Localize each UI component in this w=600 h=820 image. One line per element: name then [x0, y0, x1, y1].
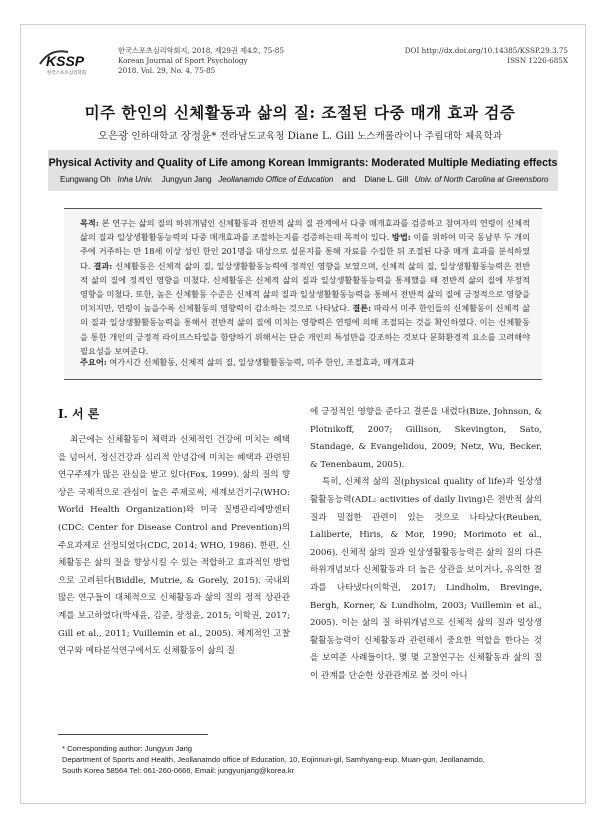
logo-text: KSSP — [46, 53, 85, 69]
body-column-right — [310, 404, 542, 686]
paper-title-en: Physical Activity and Quality of Life among Korean Immigrants: Moderated Multiple Mediating effects — [48, 157, 558, 169]
abstract-text — [80, 216, 530, 358]
results-label: 결과: — [93, 260, 113, 271]
author-3-affil-en: Univ. of North Carolina at Greensboro — [414, 175, 549, 184]
right-paragraph-2: 특히, 신체적 삶의 질(physical quality of life)과 일상생활활동능력(ADL: activities of daily living)은 전반적 삶의 질과 밀접한 관련이 있는 것으로 나타났다(Reuben, Laliberte, Hiris, & Mor, 1990; Morimoto et al., 2006). 신체적 삶의 질과 일상생활활동능력은 삶의 질의 다른 하위개념보다 신체활동과 더 높은 상관을 보이거나, 유의한 결과를 나타냈다(이학권, 2017; Lindholm, Brevinge, Bergh, Korner, & Lundholm, 2003; Vuillemin et al., 2005). 이는 삶의 질 하위개념으로 신체적 삶의 질과 일상생활활동능력이 신체활동과 관련해서 중요한 역할을 한다는 것을 보여준 사례들이다. 몇 몇 고찰연구는 신체활동과 삶의 질이 관계를 단순한 상관관계로 볼 것이 아니 — [310, 477, 542, 681]
author-3-affil-ko: 노스캐롤라이나 주립대학 체육학과 — [357, 131, 503, 142]
footnote-line-1: * Corresponding author: Jungyun Jang — [62, 744, 193, 753]
footnote-divider — [58, 734, 208, 735]
keywords — [80, 357, 415, 368]
journal-header — [38, 46, 568, 78]
method-text: 이를 위하여 미국 동남부 두 개의 주에 거주하는 만 18세 이상 성인 한인 201명을 대상으로 설문지를 통해 자료를 수집한 뒤 조절된 다중 매개 효과를 분석하였다. — [80, 232, 530, 271]
author-1-affil-ko: 인하대학교 — [131, 131, 178, 142]
purpose-label: 목적: — [80, 218, 99, 228]
authors-en — [60, 175, 548, 184]
journal-en: Korean Journal of Sport Psychology — [118, 56, 248, 65]
author-1-affil-en: Inha Univ. — [117, 175, 153, 184]
author-3-name-ko: Diane L. Gill — [287, 130, 354, 142]
paper-title-ko: 미주 한인의 신체활동과 삶의 질: 조절된 다중 매개 효과 검증 — [84, 103, 516, 122]
conclusion-label: 결론: — [352, 303, 372, 314]
purpose-text: 본 연구는 삶의 질의 하위개념인 신체활동과 전반적 삶의 질 관계에서 다중 매개효과를 검증하고 참여자의 연령이 신체적 삶의 질과 일상생활활동능력의 다중 매개효과를 조절하는지를 검증하는데 목적이 있다. — [80, 218, 530, 243]
and-word: and — [342, 175, 356, 184]
section-heading: I. 서 론 — [58, 407, 100, 421]
journal-ko: 한국스포츠심리학회지, 2018, 제29권 제4호, 75-85 — [118, 46, 284, 55]
left-paragraph-1: 최근에는 신체활동이 체력과 신체적인 건강에 미치는 혜택을 넘어서, 정신건강과 심리적 안녕감에 미치는 혜택과 관련된 연구주제가 많은 관심을 받고 있다(Fox, 1999). 삶의 질의 향상은 국제적으로 관심이 높은 주제로써, 세계보건기구(WHO: World Health Organization)와 미국 질병관리예방센터(CDC: Center for Disease Control and Prevention)의 주요과제로 선정되었다(CDC, 2014; WHO, 1986). 한편, 신체활동은 삶의 질을 향상시킬 수 있는 적합하고 효과적인 방법으로 고려된다(Biddle, Mutrie, & Gorely, 2015). 국내외 많은 연구들이 대체적으로 신체활동과 삶의 질의 정적 상관관계를 보고하였다(박세윤, 김준, 장정윤, 2015; 이학권, 2017; Gill et al., 2011; Vuillemin et al., 2005). 체계적인 고찰연구와 메타분석연구에서도 신체활동이 삶의 질 — [58, 435, 290, 657]
footnote-line-2: Department of Sports and Health, Jeollanamdo office of Education, 10, Eojinnuri-gil, Samhyang-eup, Muan-gun, Jeollanamdo, — [62, 755, 485, 765]
journal-volume: 2018. Vol. 29, No. 4, 75-85 — [118, 66, 216, 75]
author-2-affil-ko: 전라남도교육청 — [219, 131, 285, 142]
keywords-text: 여가시간 신체활동, 신체적 삶의 질, 일상생활활동능력, 미주 한인, 조절효과, 매개효과 — [109, 357, 415, 367]
author-1-name-en: Eungwang Oh — [60, 175, 111, 184]
keywords-label: 주요어: — [80, 357, 107, 367]
author-1-name-ko: 오은광 — [97, 130, 129, 142]
authors-ko — [0, 128, 600, 143]
journal-info — [118, 46, 284, 76]
logo-subtext: 한국스포츠심리학회 — [47, 71, 87, 76]
right-paragraph-1: 에 긍정적인 영향을 준다고 결론을 내렸다(Bize, Johnson, & Plotnikoff, 2007; Gillison, Skevington, Sato, Standage, & Evangelidou, 2009; Netz, Wu, Becker, & Tenenbaum, 2005). — [310, 407, 542, 470]
author-3-name-en: Diane L. Gill — [364, 175, 409, 184]
author-2-name-en: Jungyun Jang — [161, 175, 212, 184]
author-2-name-ko: 장정윤* — [180, 130, 217, 142]
abstract-box — [64, 208, 542, 380]
corresponding-author-footnote — [62, 743, 485, 777]
conclusion-text: 따라서 미주 한인들의 신체활동이 신체적 삶의 질과 일상생활활동능력을 통해서 전반적 삶의 질에 미치는 영향력은 연령에 의해 조절되는 것을 확인하였다. 이는 신체활동을 통한 개인의 긍정적 라이프스타일을 함양하기 위해서는 단순 개인의 특성만을 강조하는 것보다 문화환경적 요소를 고려해야 필요성을 보여준다. — [80, 303, 530, 356]
issn: ISSN 1226-685X — [507, 56, 568, 65]
author-2-affil-en: Jeollanamdo Office of Education — [218, 175, 334, 184]
english-title-band — [48, 150, 558, 191]
results-text: 신체활동은 신체적 삶의 질, 일상생활활동능력에 정적인 영향을 보였으며, 신체적 삶의 질, 일상생활활동능력은 전반적 삶의 질에 정적인 영향을 미쳤다. 신체활동은 신체적 삶의 질과 일상생활활동능력을 통제했을 때 전반적 삶의 질에 부정적 영향을 미쳤다. 또한, 높은 신체활동 수준은 신체적 삶의 질과 일상생활활동능력을 통해서 전반적 삶의 질에 긍정적으로 영향을 미치지만, 연령이 높을수록 신체활동의 영향력이 감소하는 것으로 나타났다. — [80, 260, 530, 314]
method-label: 방법: — [391, 232, 411, 243]
doi-link[interactable]: DOI http://dx.doi.org/10.14385/KSSP.29.3.75 — [404, 46, 568, 55]
body-column-left — [58, 432, 290, 661]
footnote-line-3: South Korea 58564 Tel: 061-260-0666, Email: jungyunjang@korea.kr — [62, 766, 295, 776]
kssp-logo — [38, 46, 110, 76]
doi-info — [405, 46, 568, 66]
